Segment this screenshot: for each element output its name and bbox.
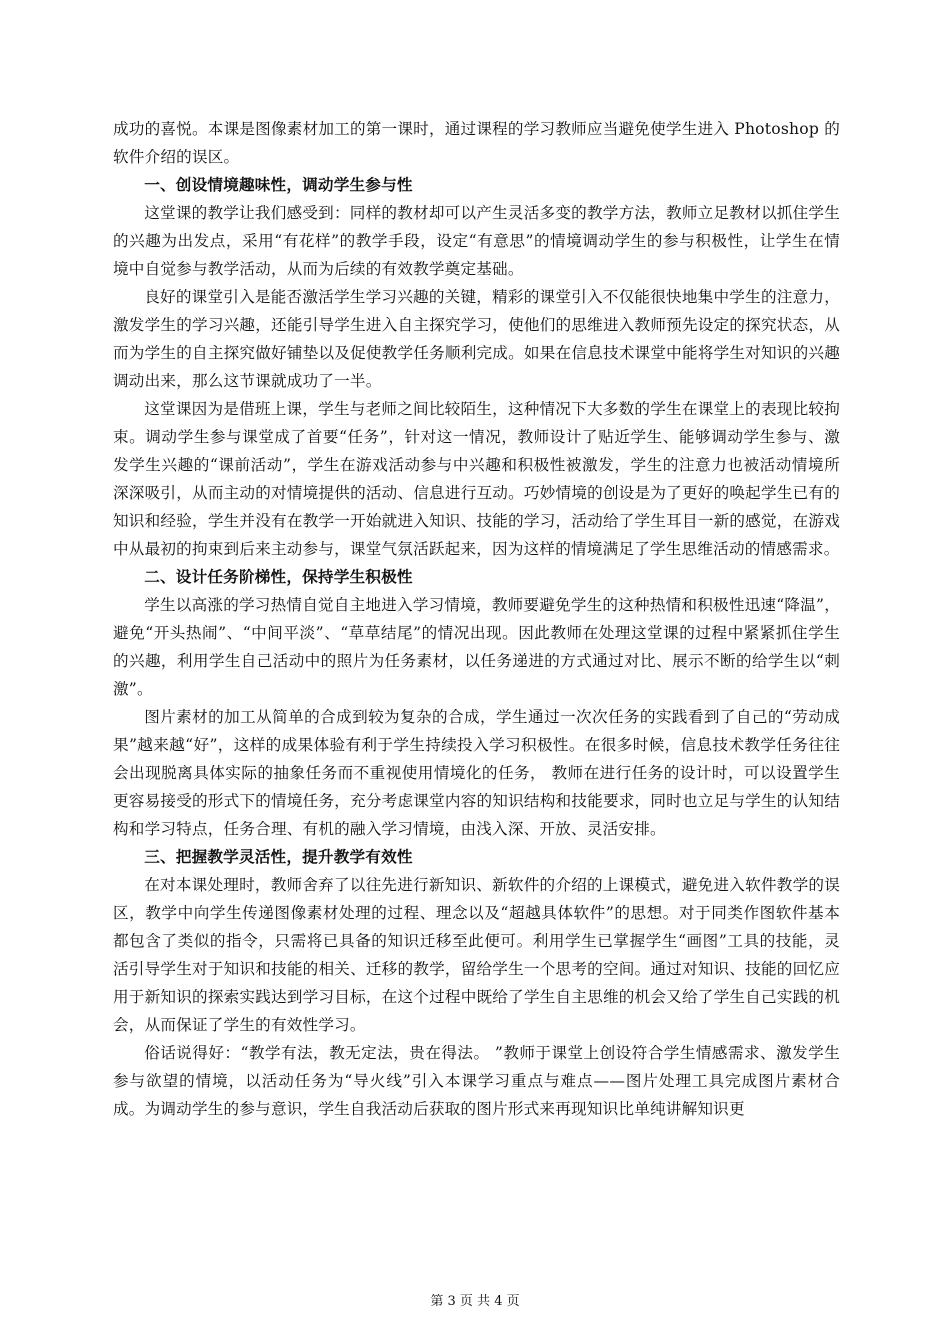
paragraph: 这堂课因为是借班上课，学生与老师之间比较陌生，这种情况下大多数的学生在课堂上的表现比较拘束。调动学生参与课堂成了首要“任务”，针对这一情况，教师设计了贴近学生、能够调动学生参与、激发学生兴趣的“课前活动”，学生在游戏活动参与中兴趣和积极性被激发，学生的注意力也被活动情境所深深吸引，从而主动的对情境提供的活动、信息进行互动。巧妙情境的创设是为了更好的唤起学生已有的知识和经验，学生并没有在教学一开始就进入知识、技能的学习，活动给了学生耳目一新的感觉，在游戏中从最初的拘束到后来主动参与，课堂气氛活跃起来，因为这样的情境满足了学生思维活动的情感需求。 <box>113 400 840 558</box>
page-footer <box>0 1293 950 1311</box>
paragraph: 成功的喜悦。本课是图像素材加工的第一课时，通过课程的学习教师应当避免使学生进入 Photoshop 的软件介绍的误区。 <box>113 120 840 166</box>
section-heading-3: 三、把握教学灵活性，提升教学有效性 <box>144 847 413 866</box>
paragraph: 这堂课的教学让我们感受到：同样的教材却可以产生灵活多变的教学方法，教师立足教材以抓住学生的兴趣为出发点，采用“有花样”的教学手段，设定“有意思”的情境调动学生的参与积极性，让学生在情境中自觉参与教学活动，从而为后续的有效教学奠定基础。 <box>113 204 840 278</box>
page-number-label: 第 3 页 共 4 页 <box>430 1294 520 1309</box>
paragraph: 学生以高涨的学习热情自觉自主地进入学习情境，教师要避免学生的这种热情和积极性迅速“降温”，避免“开头热闹”、“中间平淡”、“草草结尾”的情况出现。因此教师在处理这堂课的过程中紧紧抓住学生的兴趣，利用学生自己活动中的照片为任务素材，以任务递进的方式通过对比、展示不断的给学生以“刺激”。 <box>113 596 840 698</box>
paragraph: 良好的课堂引入是能否激活学生学习兴趣的关键，精彩的课堂引入不仅能很快地集中学生的注意力，激发学生的学习兴趣，还能引导学生进入自主探究学习，使他们的思维进入教师预先设定的探究状态，从而为学生的自主探究做好铺垫以及促使教学任务顺利完成。如果在信息技术课堂中能将学生对知识的兴趣调动出来，那么这节课就成功了一半。 <box>113 288 840 390</box>
section-heading-2: 二、设计任务阶梯性，保持学生积极性 <box>144 567 413 586</box>
section-heading-1: 一、创设情境趣味性，调动学生参与性 <box>144 175 413 194</box>
paragraph: 俗话说得好：“教学有法，教无定法，贵在得法。 ”教师于课堂上创设符合学生情感需求、激发学生参与欲望的情境，以活动任务为“导火线”引入本课学习重点与难点——图片处理工具完成图片素材合成。为调动学生的参与意识，学生自我活动后获取的图片形式来再现知识比单纯讲解知识更 <box>113 1044 840 1118</box>
document-body <box>113 115 840 1123</box>
paragraph: 在对本课处理时，教师舍弃了以往先进行新知识、新软件的介绍的上课模式，避免进入软件教学的误区，教学中向学生传递图像素材处理的过程、理念以及“超越具体软件”的思想。对于同类作图软件基本都包含了类似的指令，只需将已具备的知识迁移至此便可。利用学生已掌握学生“画图”工具的技能，灵活引导学生对于知识和技能的相关、迁移的教学，留给学生一个思考的空间。通过对知识、技能的回忆应用于新知识的探索实践达到学习目标，在这个过程中既给了学生自主思维的机会又给了学生自己实践的机会，从而保证了学生的有效性学习。 <box>113 876 840 1034</box>
paragraph: 图片素材的加工从简单的合成到较为复杂的合成，学生通过一次次任务的实践看到了自己的“劳动成果”越来越“好”，这样的成果体验有利于学生持续投入学习积极性。在很多时候，信息技术教学任务往往会出现脱离具体实际的抽象任务而不重视使用情境化的任务， 教师在进行任务的设计时，可以设置学生更容易接受的形式下的情境任务，充分考虑课堂内容的知识结构和技能要求，同时也立足与学生的认知结构和学习特点，任务合理、有机的融入学习情境，由浅入深、开放、灵活安排。 <box>113 708 840 838</box>
